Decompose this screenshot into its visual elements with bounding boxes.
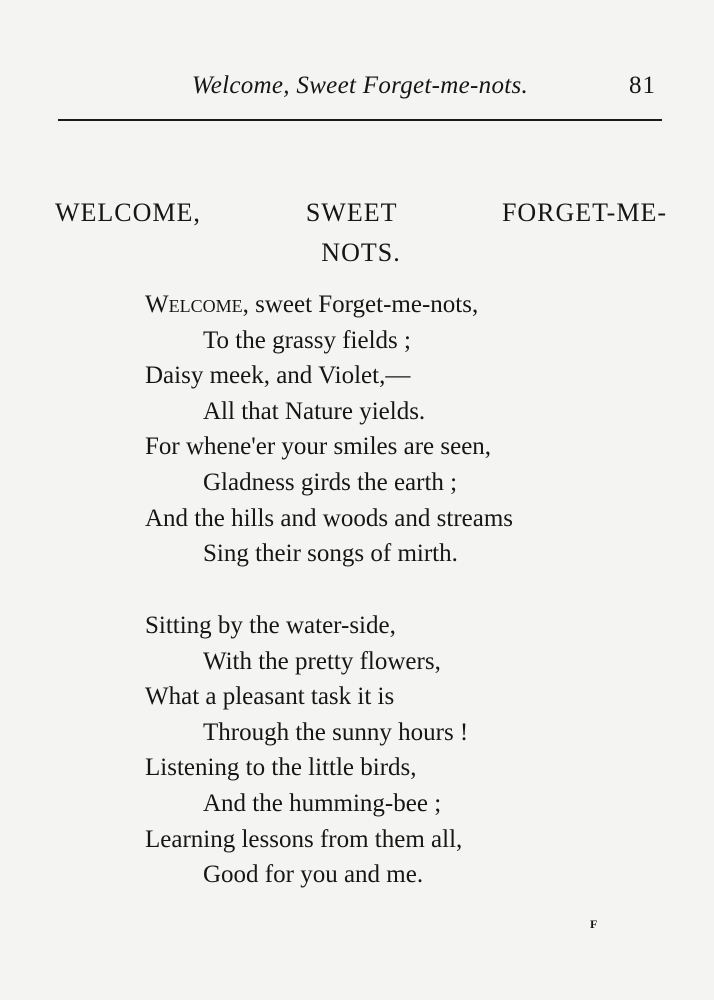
verse-line: What a pleasant task it is	[145, 683, 395, 711]
poem-title-line-1: WELCOME, SWEET FORGET-ME-	[55, 198, 667, 227]
verse-line: And the humming-bee ;	[203, 789, 442, 817]
verse-line: With the pretty flowers,	[203, 647, 441, 675]
verse-line: Learning lessons from them all,	[145, 825, 463, 853]
verse-line: All that Nature yields.	[203, 397, 426, 425]
running-title: Welcome, Sweet Forget-me-nots.	[191, 72, 529, 99]
signature-mark: F	[590, 917, 598, 931]
verse-line: To the grassy fields ;	[203, 326, 411, 354]
verse-line: Listening to the little birds,	[145, 754, 417, 782]
verse-line: Sitting by the water-side,	[145, 612, 396, 639]
first-line-rest: , sweet Forget-me-nots,	[242, 291, 479, 318]
verse-line: For whene'er your smiles are seen,	[145, 433, 492, 461]
header-rule	[58, 119, 662, 121]
page-number: 81	[629, 72, 656, 99]
stanza-2	[145, 608, 665, 893]
poem-title-line-2: NOTS.	[321, 238, 401, 267]
verse-line: Good for you and me.	[203, 861, 424, 889]
verse-line: Through the sunny hours !	[203, 718, 469, 746]
stanza-1	[145, 287, 665, 572]
verse-line: And the hills and woods and streams	[145, 504, 514, 532]
verse-line: Daisy meek, and Violet,—	[145, 362, 411, 390]
verse-line: Sing their songs of mirth.	[203, 540, 458, 568]
drop-initial: W	[145, 291, 169, 318]
verse-line	[145, 287, 665, 323]
running-head	[58, 70, 662, 110]
verse-line: Gladness girds the earth ;	[203, 468, 458, 496]
poem-title	[55, 193, 667, 273]
first-word-smallcaps: elcome	[168, 291, 243, 318]
